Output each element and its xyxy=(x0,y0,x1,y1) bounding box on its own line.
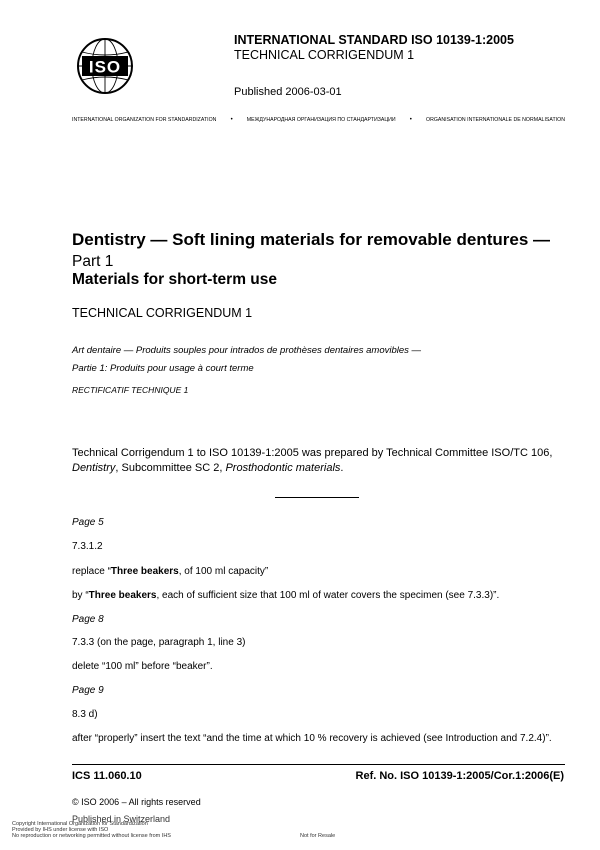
intro-text: , Subcommittee SC 2, xyxy=(115,462,226,474)
replace-instruction xyxy=(72,566,268,577)
document-title: Dentistry — Soft lining materials for removable dentures — xyxy=(72,230,550,249)
org-name-en: INTERNATIONAL ORGANIZATION FOR STANDARDIZATION xyxy=(72,117,217,123)
footer-rule xyxy=(72,764,565,765)
page-reference: Page 8 xyxy=(72,614,104,625)
printed-in-notice: Published in Switzerland xyxy=(72,814,171,824)
instruction-text: by “ xyxy=(72,590,89,601)
iso-logo-text: ISO xyxy=(88,57,122,77)
intro-paragraph xyxy=(72,446,572,476)
published-date: Published 2006-03-01 xyxy=(234,86,342,98)
reference-number: Ref. No. ISO 10139-1:2005/Cor.1:2006(E) xyxy=(355,770,564,782)
clause-number: 7.3.1.2 xyxy=(72,541,103,552)
french-part-title: Partie 1: Produits pour usage à court terme xyxy=(72,363,254,374)
org-name-ru: МЕЖДУНАРОДНАЯ ОРГАНИЗАЦИЯ ПО СТАНДАРТИЗАЦИИ xyxy=(246,117,396,123)
intro-subcommittee-name: Prosthodontic materials xyxy=(225,462,341,474)
ihs-copyright-line: Copyright International Organization for Standardization xyxy=(12,821,148,827)
instruction-text: , of 100 ml capacity” xyxy=(178,566,269,577)
intro-text: . xyxy=(340,462,344,474)
instruction-bold-text: Three beakers xyxy=(88,590,157,601)
french-rectificatif: RECTIFICATIF TECHNIQUE 1 xyxy=(72,385,189,395)
clause-number: 8.3 d) xyxy=(72,709,98,720)
clause-number: 7.3.3 (on the page, paragraph 1, line 3) xyxy=(72,637,246,648)
iso-logo xyxy=(76,37,134,95)
part-label: Part 1 xyxy=(72,253,114,270)
page-reference: Page 9 xyxy=(72,685,104,696)
french-title: Art dentaire — Produits souples pour intrados de prothèses dentaires amovibles — xyxy=(72,345,422,356)
intro-text: Technical Corrigendum 1 to ISO 10139-1:2005 was prepared by Technical Committee ISO/TC 106, xyxy=(72,447,553,459)
separator-rule xyxy=(275,497,359,498)
standard-title: INTERNATIONAL STANDARD ISO 10139-1:2005 xyxy=(234,33,514,47)
ihs-reproduction-line: No reproduction or networking permitted without license from IHS xyxy=(12,833,171,839)
organization-line xyxy=(72,117,565,123)
org-bullet: • xyxy=(409,117,412,123)
technical-corrigendum-heading: TECHNICAL CORRIGENDUM 1 xyxy=(72,306,253,320)
copyright-notice: © ISO 2006 – All rights reserved xyxy=(72,797,201,807)
corrigendum-label: TECHNICAL CORRIGENDUM 1 xyxy=(234,48,415,62)
ics-code: ICS 11.060.10 xyxy=(72,770,142,782)
instruction-text: , each of sufficient size that 100 ml of water covers the specimen (see 7.3.3)”. xyxy=(156,590,500,601)
instruction-text: replace “ xyxy=(72,566,111,577)
insert-instruction: after “properly” insert the text “and the time at which 10 % recovery is achieved (see Introduction and 7.2.4)”. xyxy=(72,733,552,744)
ihs-license-line: Provided by IHS under license with ISO xyxy=(12,827,109,833)
instruction-bold-text: Three beakers xyxy=(110,566,179,577)
page-reference: Page 5 xyxy=(72,517,104,528)
by-instruction xyxy=(72,590,499,601)
part-title: Materials for short-term use xyxy=(72,271,277,288)
org-name-fr: ORGANISATION INTERNATIONALE DE NORMALISATION xyxy=(426,117,565,123)
org-bullet: • xyxy=(230,117,233,123)
intro-committee-name: Dentistry xyxy=(72,462,116,474)
delete-instruction: delete “100 ml” before “beaker”. xyxy=(72,661,213,672)
not-for-resale: Not for Resale xyxy=(300,833,336,839)
